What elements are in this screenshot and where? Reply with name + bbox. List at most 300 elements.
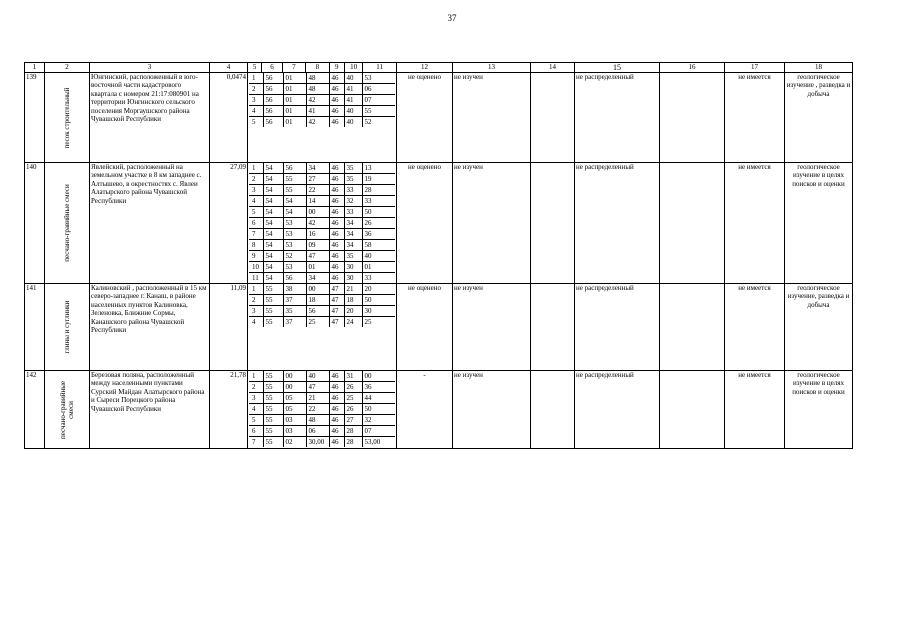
- mineral-type-label: [63, 301, 71, 354]
- point-number: 11: [249, 273, 263, 284]
- point-number: 3: [249, 95, 263, 106]
- coordinate-value: 06: [362, 84, 395, 95]
- coordinate-value: 32: [344, 196, 362, 207]
- coordinate-value: 21: [306, 393, 329, 404]
- coordinate-value: 55: [263, 284, 283, 295]
- coordinate-value: 56: [263, 117, 283, 128]
- coordinate-value: 46: [329, 73, 344, 84]
- coordinate-value: 46: [329, 371, 344, 382]
- deposit-row: [25, 284, 853, 371]
- coordinate-value: 37: [283, 317, 306, 328]
- coordinate-value: 42: [306, 95, 329, 106]
- coordinate-value: 14: [306, 196, 329, 207]
- coordinate-value: 55: [362, 106, 395, 117]
- coordinate-value: 35: [344, 251, 362, 262]
- point-number: 1: [249, 73, 263, 84]
- coordinate-point: [249, 262, 395, 273]
- coordinate-value: 25: [306, 317, 329, 328]
- coordinate-value: 55: [263, 295, 283, 306]
- coordinate-value: 33: [344, 185, 362, 196]
- page-number: 37: [447, 13, 457, 23]
- coordinate-value: 18: [344, 295, 362, 306]
- coordinate-value: 46: [329, 382, 344, 393]
- coordinate-value: 48: [306, 73, 329, 84]
- coordinate-value: 25: [364, 318, 372, 326]
- coordinate-value: 01: [362, 262, 395, 273]
- point-number: 3: [249, 393, 263, 404]
- coordinate-value: 46: [329, 174, 344, 185]
- coordinate-value: 30,00: [306, 437, 329, 448]
- coordinate-value: 28: [344, 437, 362, 448]
- column-number-18: 18: [785, 63, 853, 73]
- coordinate-value: 41: [306, 106, 329, 117]
- point-number: 2: [249, 174, 263, 185]
- coordinate-point: [249, 196, 395, 207]
- mineral-type-line: песчано-гравийные смеси: [63, 184, 71, 262]
- coordinate-value: 34: [344, 218, 362, 229]
- deposit-row: [25, 163, 853, 284]
- coordinate-value: 56: [263, 73, 283, 84]
- coordinate-point: [249, 426, 395, 437]
- coordinate-value: 46: [329, 229, 344, 240]
- coordinate-point: [249, 218, 395, 229]
- column-number-12: 12: [397, 63, 453, 73]
- coordinate-point: [249, 251, 395, 262]
- coordinate-point: [249, 207, 395, 218]
- column-14-empty: [531, 284, 575, 371]
- study-status: не изучен: [453, 163, 531, 284]
- coordinate-value: 07: [362, 95, 395, 106]
- point-number: 2: [249, 295, 263, 306]
- coordinate-point: [249, 84, 395, 95]
- coordinate-point: [249, 284, 395, 295]
- coordinate-value: 50: [362, 295, 395, 306]
- coordinate-value: 00: [283, 371, 306, 382]
- mineral-type-line: песок строительный: [63, 87, 71, 148]
- coordinate-point: [249, 73, 395, 84]
- point-number: 6: [249, 426, 263, 437]
- coordinate-value: 28: [344, 426, 362, 437]
- coordinate-value: 46: [329, 196, 344, 207]
- coordinate-value: 53: [283, 218, 306, 229]
- coordinate-value: 27: [344, 415, 362, 426]
- coordinate-value: 40: [344, 117, 362, 128]
- point-number: 4: [249, 106, 263, 117]
- coordinate-value: 13: [362, 163, 395, 174]
- coordinate-point: [249, 240, 395, 251]
- column-number-14: 14: [531, 63, 575, 73]
- coordinate-point: [249, 295, 395, 306]
- coordinate-value: 46: [329, 207, 344, 218]
- coordinate-value: 46: [329, 273, 344, 284]
- coordinate-value: 19: [362, 174, 395, 185]
- usage-purpose: геологическое изучение в целях поисков и оценки: [785, 371, 853, 449]
- point-number: 3: [249, 306, 263, 317]
- point-number: 1: [249, 163, 263, 174]
- coordinate-value: 09: [306, 240, 329, 251]
- point-number: 4: [249, 404, 263, 415]
- coordinate-value: 47: [306, 251, 329, 262]
- coordinate-value: 25: [344, 393, 362, 404]
- coordinate-value: 56: [306, 306, 329, 317]
- coordinate-point: [249, 371, 395, 382]
- coordinate-value: 42: [306, 218, 329, 229]
- deposit-row: [25, 371, 853, 449]
- coordinate-value: 21: [344, 284, 362, 295]
- coordinate-point: [249, 317, 395, 328]
- coordinate-value: 48: [306, 84, 329, 95]
- coordinate-value: 36: [362, 229, 395, 240]
- coordinate-value: 54: [283, 207, 306, 218]
- coordinate-point: [249, 415, 395, 426]
- coordinate-value: 24: [344, 317, 362, 328]
- row-number: 142: [25, 371, 45, 449]
- coordinate-point: [249, 229, 395, 240]
- coordinates-table: [249, 371, 395, 447]
- coordinate-value: 54: [263, 207, 283, 218]
- coordinate-value: 55: [263, 306, 283, 317]
- point-number: 6: [249, 218, 263, 229]
- column-number-15: 15: [575, 63, 660, 73]
- coordinate-value: 01: [283, 106, 306, 117]
- coordinates-block: [248, 73, 397, 163]
- point-number: 5: [249, 117, 263, 128]
- coordinate-value: 44: [362, 393, 395, 404]
- license-status: не имеется: [725, 163, 785, 284]
- coordinate-value: 53: [362, 73, 395, 84]
- coordinate-value: 01: [283, 73, 306, 84]
- column-number-10: 10: [344, 63, 362, 73]
- column-number-9: 9: [329, 63, 344, 73]
- assessment-status: не оценено: [397, 163, 453, 284]
- coordinate-value: 41: [344, 84, 362, 95]
- point-number: 3: [249, 185, 263, 196]
- coordinate-value: 55: [263, 415, 283, 426]
- distribution-status: не распределенный: [575, 73, 660, 163]
- coordinate-value: 54: [263, 262, 283, 273]
- mineral-type-label: [63, 87, 71, 148]
- coordinate-value: 56: [263, 95, 283, 106]
- coordinate-value: 20: [344, 306, 362, 317]
- coordinate-point: [249, 382, 395, 393]
- coordinate-value: 54: [263, 273, 283, 284]
- column-number-11: 11: [363, 63, 397, 73]
- coordinate-value: 55: [263, 426, 283, 437]
- point-number: 7: [249, 437, 263, 448]
- coordinate-value: 47: [329, 306, 344, 317]
- coordinate-value: 40: [362, 251, 395, 262]
- coordinate-value: 00: [362, 371, 395, 382]
- coordinate-value: 40: [344, 106, 362, 117]
- coordinate-value: 55: [263, 404, 283, 415]
- coordinate-value: 03: [283, 426, 306, 437]
- area-value: 27,09: [210, 163, 248, 284]
- coordinate-value: 37: [283, 295, 306, 306]
- deposits-table: [24, 62, 853, 449]
- coordinate-value: 54: [283, 196, 306, 207]
- mineral-type-label: [59, 380, 75, 438]
- coordinate-value: 06: [306, 426, 329, 437]
- coordinate-value: 55: [263, 371, 283, 382]
- coordinate-value: 30: [344, 273, 362, 284]
- coordinate-point: [249, 273, 395, 284]
- coordinates-table: [249, 163, 395, 283]
- point-number: 2: [249, 84, 263, 95]
- coordinate-value: 47: [329, 284, 344, 295]
- usage-purpose: геологическое изучение , разведка и добыча: [785, 73, 853, 163]
- column-number-13: 13: [453, 63, 531, 73]
- coordinate-value: 07: [362, 426, 395, 437]
- point-number: 7: [249, 229, 263, 240]
- point-number: 5: [249, 207, 263, 218]
- coordinate-value: 01: [306, 262, 329, 273]
- column-number-row: [25, 63, 853, 73]
- column-number-8: 8: [306, 63, 329, 73]
- license-status: не имеется: [725, 284, 785, 371]
- column-number-3: 3: [90, 63, 210, 73]
- assessment-status: не оценено: [397, 284, 453, 371]
- column-number-7: 7: [282, 63, 305, 73]
- coordinate-value: 54: [263, 251, 283, 262]
- assessment-status: не оценено: [397, 73, 453, 163]
- column-14-empty: [531, 163, 575, 284]
- coordinate-value: 56: [263, 84, 283, 95]
- coordinate-point: [249, 106, 395, 117]
- column-16-empty: [660, 371, 725, 449]
- coordinate-value: 55: [263, 317, 283, 328]
- coordinate-value: 47: [306, 382, 329, 393]
- coordinate-point: [249, 117, 395, 128]
- coordinates-table: [249, 73, 395, 127]
- study-status: не изучен: [453, 73, 531, 163]
- coordinate-value: 46: [329, 117, 344, 128]
- coordinate-value: 00: [306, 207, 329, 218]
- coordinate-value: 54: [263, 185, 283, 196]
- license-status: не имеется: [725, 371, 785, 449]
- column-number-6: 6: [262, 63, 282, 73]
- column-16-empty: [660, 284, 725, 371]
- coordinates-block: [248, 284, 397, 371]
- coordinate-value: 48: [306, 415, 329, 426]
- coordinate-value: 27: [306, 174, 329, 185]
- coordinate-value: 53: [283, 262, 306, 273]
- coordinate-value: 34: [344, 240, 362, 251]
- coordinate-value: 58: [362, 240, 395, 251]
- coordinate-value: 47: [329, 295, 344, 306]
- column-16-empty: [660, 73, 725, 163]
- coordinate-value: 33: [344, 207, 362, 218]
- coordinate-value: 41: [344, 95, 362, 106]
- coordinate-value: 26: [344, 404, 362, 415]
- coordinate-value: 36: [362, 382, 395, 393]
- coordinate-value: 46: [329, 404, 344, 415]
- coordinate-value: 52: [283, 251, 306, 262]
- coordinate-value: 56: [283, 163, 306, 174]
- usage-purpose: геологическое изучение в целях поисков и оценки: [785, 163, 853, 284]
- coordinate-value: 03: [283, 415, 306, 426]
- usage-purpose: геологическое изучение, разведка и добыча: [785, 284, 853, 371]
- row-number: 140: [25, 163, 45, 284]
- study-status: не изучен: [453, 284, 531, 371]
- coordinate-value: 00: [306, 284, 329, 295]
- coordinates-table: [249, 284, 395, 327]
- area-value: 11,09: [210, 284, 248, 371]
- coordinate-point: [249, 306, 395, 317]
- coordinate-value: 47: [329, 317, 344, 328]
- coordinate-value: 46: [329, 262, 344, 273]
- coordinate-value: 26: [344, 382, 362, 393]
- mineral-type: [45, 371, 90, 449]
- coordinate-value: 56: [283, 273, 306, 284]
- coordinate-value: 53: [283, 229, 306, 240]
- coordinate-value: 53,00: [364, 438, 381, 446]
- column-14-empty: [531, 371, 575, 449]
- row-number: 139: [25, 73, 45, 163]
- column-number-17: 17: [725, 63, 785, 73]
- site-description: Явлейский, расположенный на земельном участке в 8 км западнее с. Алтышево, в окрестностях с. Явлеи Алатырского района Чувашской Республики: [90, 163, 210, 284]
- coordinate-value: 46: [329, 95, 344, 106]
- column-number-16: 16: [660, 63, 725, 73]
- coordinate-value: 55: [263, 393, 283, 404]
- coordinate-value: 31: [344, 371, 362, 382]
- coordinate-value: 50: [362, 404, 395, 415]
- coordinate-value: 54: [263, 163, 283, 174]
- column-14-empty: [531, 73, 575, 163]
- site-description: Березовая поляна, расположенный между населенными пунктами Сурский Майдан Алатырского района и Сыреси Порецкого района Чувашской Республики: [90, 371, 210, 449]
- coordinate-value: 26: [362, 218, 395, 229]
- coordinate-point: [249, 404, 395, 415]
- coordinate-value: 00: [283, 382, 306, 393]
- license-status: не имеется: [725, 73, 785, 163]
- coordinate-value: 55: [263, 437, 283, 448]
- study-status: не изучен: [453, 371, 531, 449]
- mineral-type: [45, 284, 90, 371]
- coordinate-value: 20: [362, 284, 395, 295]
- distribution-status: не распределенный: [575, 163, 660, 284]
- distribution-status: не распределенный: [575, 284, 660, 371]
- point-number: 1: [249, 371, 263, 382]
- assessment-status: -: [397, 371, 453, 449]
- point-number: 8: [249, 240, 263, 251]
- coordinate-value: 05: [283, 393, 306, 404]
- coordinate-value: 38: [283, 284, 306, 295]
- coordinate-value: 54: [263, 174, 283, 185]
- coordinate-value: 46: [329, 106, 344, 117]
- coordinate-value: 42: [306, 117, 329, 128]
- row-number: 141: [25, 284, 45, 371]
- site-description: Калиновский , расположенный в 15 км северо-западнее г. Канаш, в районе населенных пунктов Калиновка, Зеленовка, Ближние Сормы, Канашского района Чувашской Республики: [90, 284, 210, 371]
- coordinate-value: 54: [263, 229, 283, 240]
- coordinate-value: 34: [344, 229, 362, 240]
- column-number-4: 4: [210, 63, 248, 73]
- coordinate-value: 46: [329, 218, 344, 229]
- coordinate-value: 54: [263, 240, 283, 251]
- coordinate-value: 55: [283, 174, 306, 185]
- point-number: 1: [249, 284, 263, 295]
- distribution-status: не распределенный: [575, 371, 660, 449]
- column-number-5: 5: [248, 63, 262, 73]
- coordinate-value: 18: [306, 295, 329, 306]
- area-value: 0,0474: [210, 73, 248, 163]
- coordinate-value: 46: [329, 240, 344, 251]
- coordinate-value: 28: [362, 185, 395, 196]
- coordinate-value: 34: [306, 163, 329, 174]
- coordinate-value: 02: [283, 437, 306, 448]
- coordinate-value: 46: [329, 393, 344, 404]
- mineral-type-line: глины и суглинки: [63, 300, 71, 354]
- mineral-type-line: песчано-гравийные: [59, 380, 67, 439]
- coordinate-value: 50: [362, 207, 395, 218]
- coordinate-value: 30: [344, 262, 362, 273]
- coordinate-point: [249, 437, 395, 448]
- coordinate-value: 53: [283, 240, 306, 251]
- coordinate-point: [249, 95, 395, 106]
- mineral-type-label: [63, 184, 71, 261]
- coordinate-value: 33: [364, 274, 372, 282]
- coordinate-point: [249, 185, 395, 196]
- coordinate-value: 32: [362, 415, 395, 426]
- site-description: Юнгинский, расположенный в юго-восточной части кадастрового квартала с номером 21:17:080901 на территории Юнгинского сельского поселения Моргаушского района Чувашской Республики: [90, 73, 210, 163]
- point-number: 4: [249, 196, 263, 207]
- coordinate-value: 54: [263, 218, 283, 229]
- mineral-type-line: смеси: [67, 400, 75, 419]
- point-number: 10: [249, 262, 263, 273]
- coordinate-value: 46: [329, 426, 344, 437]
- coordinate-value: 30: [362, 306, 395, 317]
- coordinate-value: 35: [344, 163, 362, 174]
- coordinate-value: 40: [306, 371, 329, 382]
- coordinate-value: 46: [329, 437, 344, 448]
- coordinates-block: [248, 163, 397, 284]
- coordinate-value: 46: [329, 185, 344, 196]
- mineral-type: [45, 73, 90, 163]
- column-16-empty: [660, 163, 725, 284]
- mineral-type: [45, 163, 90, 284]
- coordinate-value: 01: [283, 117, 306, 128]
- coordinate-value: 01: [283, 95, 306, 106]
- coordinate-value: 46: [329, 84, 344, 95]
- coordinate-point: [249, 174, 395, 185]
- coordinate-value: 55: [283, 185, 306, 196]
- coordinate-value: 56: [263, 106, 283, 117]
- coordinate-value: 22: [306, 185, 329, 196]
- coordinate-value: 46: [329, 163, 344, 174]
- coordinate-value: 46: [329, 415, 344, 426]
- coordinate-point: [249, 163, 395, 174]
- coordinate-value: 55: [263, 382, 283, 393]
- column-number-2: 2: [45, 63, 90, 73]
- coordinate-value: 40: [344, 73, 362, 84]
- coordinate-value: 16: [306, 229, 329, 240]
- coordinate-value: 34: [306, 273, 329, 284]
- coordinates-block: [248, 371, 397, 449]
- coordinate-value: 35: [283, 306, 306, 317]
- area-value: 21,78: [210, 371, 248, 449]
- point-number: 2: [249, 382, 263, 393]
- coordinate-value: 54: [263, 196, 283, 207]
- coordinate-value: 52: [364, 118, 372, 126]
- coordinate-point: [249, 393, 395, 404]
- coordinate-value: 05: [283, 404, 306, 415]
- coordinate-value: 46: [329, 251, 344, 262]
- coordinate-value: 22: [306, 404, 329, 415]
- column-number-1: 1: [25, 63, 45, 73]
- coordinate-value: 33: [362, 196, 395, 207]
- coordinate-value: 35: [344, 174, 362, 185]
- deposit-row: [25, 73, 853, 163]
- point-number: 9: [249, 251, 263, 262]
- point-number: 5: [249, 415, 263, 426]
